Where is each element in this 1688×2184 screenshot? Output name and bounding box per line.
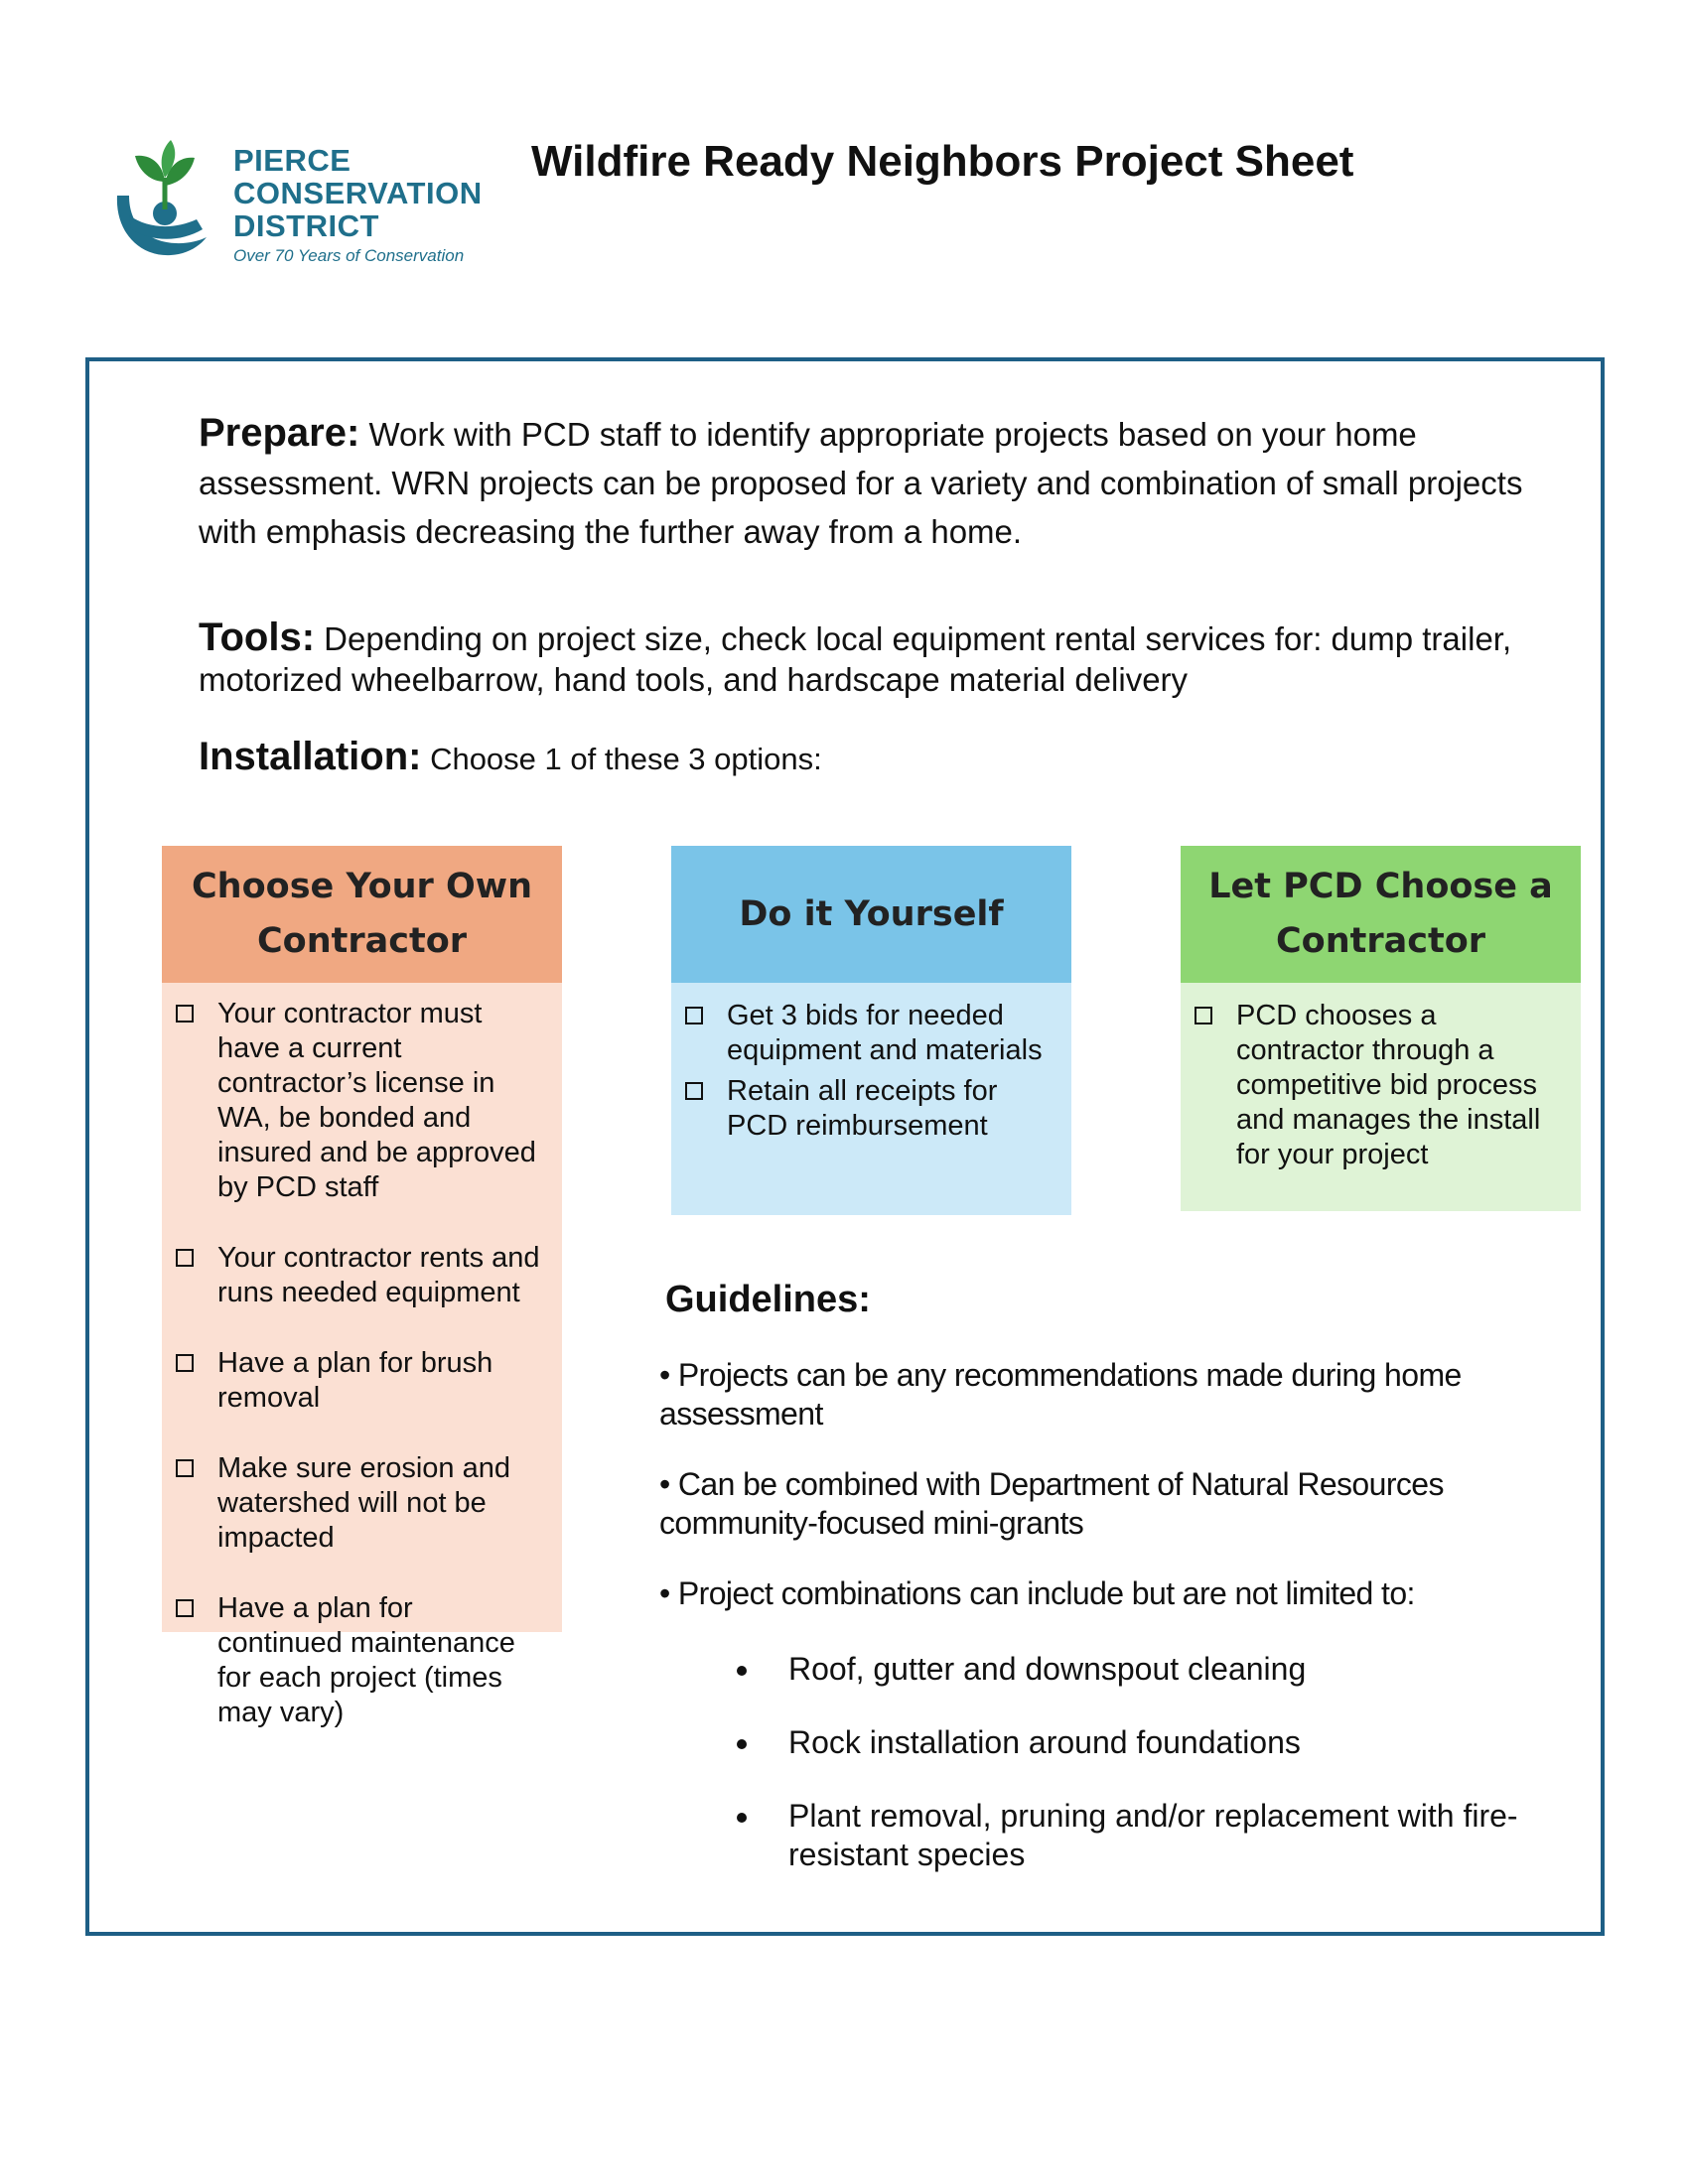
checkbox-icon: [685, 1007, 703, 1024]
checklist-item: [172, 1591, 540, 1730]
guideline-item: • Project combinations can include but are not limited to:: [659, 1575, 1415, 1611]
list-item: [725, 1797, 1579, 1874]
list-item: [725, 1650, 1579, 1689]
bullet-icon: [737, 1666, 747, 1676]
checklist-item-text: Have a plan for continued maintenance for each project (times may vary): [217, 1592, 515, 1728]
checklist-item-text: Your contractor must have a current contractor’s license in WA, be bonded and insured and be approved by PCD staff: [217, 998, 536, 1203]
prepare-label: Prepare:: [199, 411, 360, 455]
checklist-item-text: PCD chooses a contractor through a competitive bid process and manages the install for your project: [1236, 1000, 1541, 1170]
guideline-item: • Projects can be any recommendations made during home assessment: [659, 1357, 1462, 1432]
checklist-item: [172, 1241, 540, 1310]
checklist-item-text: Retain all receipts for PCD reimbursement: [727, 1075, 998, 1142]
checkbox-icon: [685, 1082, 703, 1100]
checkbox-icon: [176, 1599, 194, 1617]
checklist-item-text: Make sure erosion and watershed will not be impacted: [217, 1452, 510, 1554]
checklist-item-text: Your contractor rents and runs needed equipment: [217, 1242, 540, 1308]
logo-line-1: PIERCE: [233, 143, 352, 178]
checkbox-icon: [176, 1249, 194, 1267]
document-title: Wildfire Ready Neighbors Project Sheet: [531, 137, 1354, 186]
prepare-text: Work with PCD staff to identify appropriate projects based on your home assessment. WRN projects can be proposed for a variety and combination of small projects with emphasis decreasing the further away from a home.: [199, 416, 1523, 550]
option-title: Let PCD Choose a Contractor: [1181, 846, 1581, 983]
option-pcd-chooses-contractor: [1181, 846, 1581, 1211]
checklist-item: [1191, 999, 1559, 1172]
checklist-item: [172, 1346, 540, 1416]
option-title: Do it Yourself: [671, 846, 1071, 983]
list-item-text: Rock installation around foundations: [788, 1724, 1301, 1760]
checklist-item-text: Have a plan for brush removal: [217, 1347, 493, 1414]
bullet-icon: [737, 1739, 747, 1749]
checklist-item: [681, 999, 1050, 1068]
logo-line-2: CONSERVATION: [233, 176, 483, 210]
tools-label: Tools:: [199, 615, 316, 659]
option-do-it-yourself: [671, 846, 1071, 1215]
checklist-item-text: Get 3 bids for needed equipment and materials: [727, 1000, 1043, 1066]
installation-text: Choose 1 of these 3 options:: [421, 742, 822, 776]
checklist-item: [681, 1074, 1050, 1144]
checklist-item: [172, 997, 540, 1205]
installation-section: [199, 733, 1489, 783]
tools-section: [199, 617, 1609, 700]
installation-label: Installation:: [199, 735, 422, 778]
checkbox-icon: [1195, 1007, 1212, 1024]
prepare-section: [199, 409, 1549, 556]
leaf-hand-logo-icon: [99, 134, 228, 263]
option-checklist: [671, 983, 1071, 1215]
option-title: Choose Your Own Contractor: [162, 846, 562, 983]
option-checklist: [1181, 983, 1581, 1211]
checkbox-icon: [176, 1005, 194, 1023]
guideline-item: • Can be combined with Department of Natural Resources community-focused mini-grants: [659, 1466, 1444, 1541]
bullet-icon: [737, 1813, 747, 1823]
checkbox-icon: [176, 1459, 194, 1477]
logo-wordmark: [233, 144, 483, 242]
logo-line-3: DISTRICT: [233, 208, 379, 243]
list-item-text: Roof, gutter and downspout cleaning: [788, 1651, 1307, 1687]
tools-text: Depending on project size, check local equipment rental services for: dump trailer, motorized wheelbarrow, hand tools, and hardscape material delivery: [199, 620, 1512, 698]
option-choose-own-contractor: [162, 846, 562, 1728]
project-combinations-list: [725, 1650, 1579, 1909]
logo-tagline: Over 70 Years of Conservation: [233, 246, 465, 265]
list-item: [725, 1723, 1579, 1762]
option-checklist: [162, 983, 562, 1728]
list-item-text: Plant removal, pruning and/or replacement with fire-resistant species: [788, 1798, 1518, 1872]
checklist-item: [172, 1451, 540, 1556]
guidelines-title: Guidelines:: [665, 1279, 871, 1320]
pcd-logo: [99, 134, 483, 273]
checkbox-icon: [176, 1354, 194, 1372]
